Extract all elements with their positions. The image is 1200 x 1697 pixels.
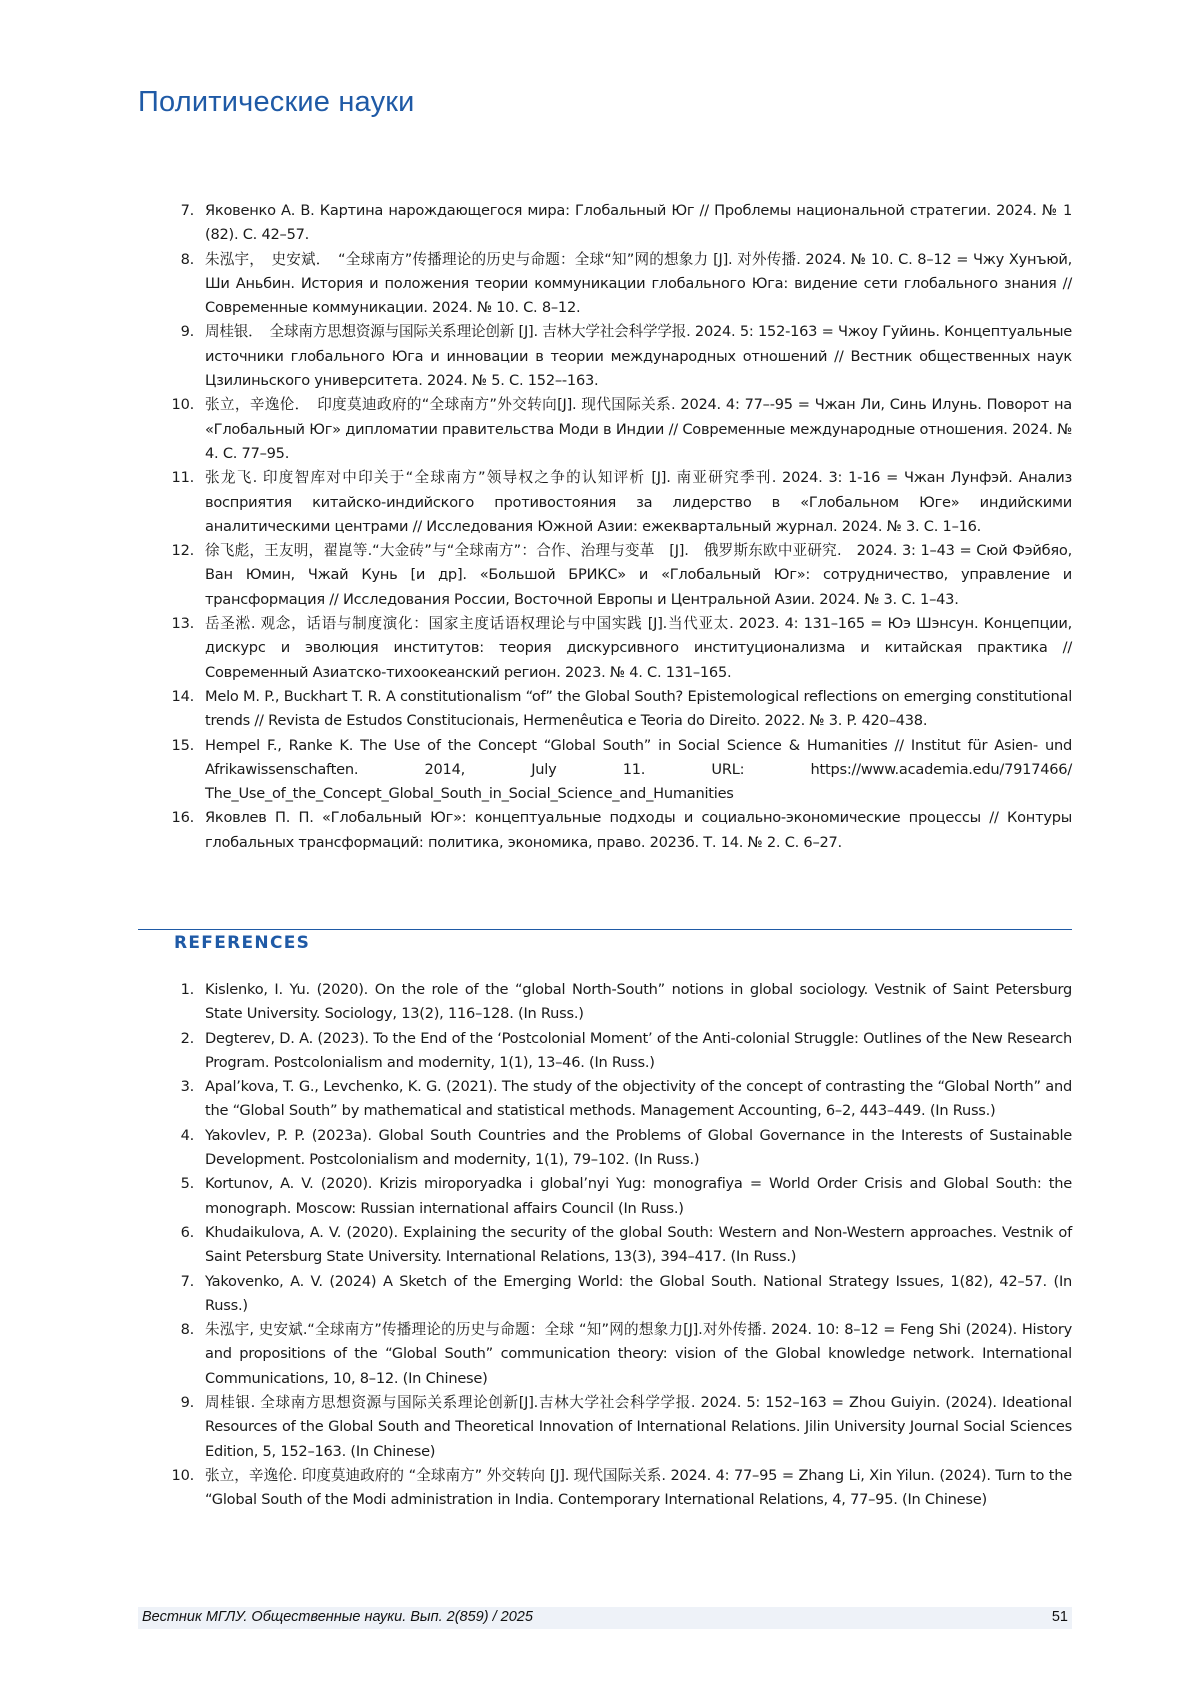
reference-item xyxy=(160,806,1072,855)
reference-number: 10. xyxy=(171,396,194,414)
reference-text: Hempel F., Ranke K. The Use of the Concept “Global South” in Social Science & Humanities // Institut für Asien- und Afrikawissenschaften. 2014, July 11. URL: https://www.academia.edu/7917466/ The_Use_of_the_Concept_Global_South_in_Social_Science_and_Humanities xyxy=(205,736,1072,803)
reference-text: 朱泓宇， 史安斌． “全球南方”传播理论的历史与命题：全球“知”网的想象力 [J]. 对外传播. 2024. № 10. С. 8–12 = Чжу Хунъюй, Ши Аньбин. История и положения теории коммуникации глобального Юга: видение сети глобального знания // Современные коммуникации. 2024. № 10. С. 8–12. xyxy=(205,250,1072,317)
reference-item xyxy=(160,1075,1072,1124)
reference-text: Melo M. P., Buckhart T. R. A constitutionalism “of” the Global South? Epistemological reflections on emerging constitutional trends // Revista de Estudos Constitucionais, Hermenêutica e Teoria do Direito. 2022. № 3. P. 420–438. xyxy=(205,687,1072,730)
footer-journal-title: Вестник МГЛУ. Общественные науки. Вып. 2(859) / 2025 xyxy=(142,1609,533,1625)
reference-item xyxy=(160,612,1072,685)
english-reference-list xyxy=(160,978,1072,1513)
reference-number: 8. xyxy=(180,250,194,268)
reference-text: Apal’kova, T. G., Levchenko, K. G. (2021). The study of the objectivity of the concept of contrasting the “Global North” and the “Global South” by mathematical and statistical methods. Management Accounting, 6–2, 443–449. (In Russ.) xyxy=(205,1078,1072,1120)
reference-item xyxy=(160,248,1072,321)
reference-item xyxy=(160,539,1072,612)
reference-number: 9. xyxy=(180,323,194,341)
reference-number: 5. xyxy=(180,1175,194,1193)
reference-item xyxy=(160,1318,1072,1391)
reference-number: 10. xyxy=(171,1466,194,1484)
reference-text: 张龙飞. 印度智库对中印关于“全球南方”领导权之争的认知评析 [J]. 南亚研究季刊. 2024. 3: 1-16 = Чжан Лунфэй. Анализ восприятия китайско-индийского противостояния за лидерство в «Глобальном Юге» индийскими аналитическими центрами // Исследования Южной Азии: ежеквартальный журнал. 2024. № 3. С. 1–16. xyxy=(205,469,1072,535)
reference-text: 岳圣淞. 观念，话语与制度演化：国家主度话语权理论与中国实践 [J].当代亚太. 2023. 4: 131–165 = Юэ Шэнсун. Концепции, дискурс и эволюция институтов: теория дискурсивного институционализма и китайская практика // Современный Азиатско-тихоокеанский регион. 2023. № 4. С. 131–165. xyxy=(205,615,1072,681)
reference-text: 徐飞彪，王友明，翟崑等.“大金砖”与“全球南方”：合作、治理与变革 [J]. 俄罗斯东欧中亚研究. 2024. 3: 1–43 = Сюй Фэйбяо, Ван Юмин, Чжай Кунь [и др]. «Большой БРИКС» и «Глобальный Юг»: сотрудничество, управление и трансформация // Исследования России, Восточной Европы и Центральной Азии. 2024. № 3. С. 1–43. xyxy=(205,542,1072,608)
reference-text: Яковенко А. В. Картина нарождающегося мира: Глобальный Юг // Проблемы национальной стратегии. 2024. № 1 (82). С. 42–57. xyxy=(205,202,1072,244)
reference-text: Kislenko, I. Yu. (2020). On the role of the “global North-South” notions in global sociology. Vestnik of Saint Petersburg State University. Sociology, 13(2), 116–128. (In Russ.) xyxy=(205,981,1072,1023)
page-footer xyxy=(138,1607,1072,1629)
reference-text: 张立，辛逸伦． 印度莫迪政府的“全球南方”外交转向[J]. 现代国际关系. 2024. 4: 77–-95 = Чжан Ли, Синь Илунь. Поворот на «Глобальный Юг» дипломатии правительства Моди в Индии // Современные международные отношения. 2024. № 4. С. 77–95. xyxy=(205,396,1072,462)
reference-item xyxy=(160,734,1072,807)
reference-number: 11. xyxy=(171,469,194,487)
reference-number: 12. xyxy=(171,542,194,560)
reference-number: 2. xyxy=(180,1029,194,1047)
reference-number: 7. xyxy=(180,202,194,219)
page-number: 51 xyxy=(1051,1609,1068,1625)
reference-item xyxy=(160,1172,1072,1221)
reference-text: Kortunov, A. V. (2020). Krizis miroporyadka i global’nyi Yug: monografiya = World Order Crisis and Global South: the monograph. Moscow: Russian international affairs Council (In Russ.) xyxy=(205,1175,1072,1217)
reference-item xyxy=(160,1464,1072,1513)
reference-item xyxy=(160,1391,1072,1464)
reference-item xyxy=(160,978,1072,1027)
reference-number: 3. xyxy=(180,1078,194,1096)
reference-text: Degterev, D. A. (2023). To the End of the ‘Postcolonial Moment’ of the Anti-colonial Struggle: Outlines of the New Research Program. Postcolonialism and modernity, 1(1), 13–46. (In Russ.) xyxy=(205,1029,1072,1071)
reference-item xyxy=(160,1270,1072,1319)
reference-item xyxy=(160,1124,1072,1173)
reference-number: 15. xyxy=(171,736,194,754)
reference-text: Yakovlev, P. P. (2023a). Global South Countries and the Problems of Global Governance in the Interests of Sustainable Development. Postcolonialism and modernity, 1(1), 79–102. (In Russ.) xyxy=(205,1126,1072,1169)
reference-text: Yakovenko, A. V. (2024) A Sketch of the Emerging World: the Global South. National Strategy Issues, 1(82), 42–57. (In Russ.) xyxy=(205,1272,1072,1314)
reference-number: 7. xyxy=(180,1272,194,1290)
reference-item xyxy=(160,199,1072,248)
section-title: Политические науки xyxy=(138,86,415,118)
references-heading: REFERENCES xyxy=(174,933,311,953)
reference-text: 朱泓宇, 史安斌.“全球南方”传播理论的历史与命题：全球 “知”网的想象力[J].对外传播. 2024. 10: 8–12 = Feng Shi (2024). History and propositions of the “Global South” communication theory: vision of the Global knowledge network. International Communications, 10, 8–12. (In Chinese) xyxy=(205,1321,1072,1387)
reference-number: 1. xyxy=(180,981,194,998)
reference-item xyxy=(160,320,1072,393)
russian-reference-list xyxy=(160,199,1072,855)
reference-item xyxy=(160,393,1072,466)
reference-text: 周桂银. 全球南方思想资源与国际关系理论创新[J].吉林大学社会科学学报. 2024. 5: 152–163 = Zhou Guiyin. (2024). Ideational Resources of the Global South and Theoretical Innovation of International Relations. Jilin University Journal Social Sciences Edition, 5, 152–163. (In Chinese) xyxy=(205,1394,1072,1460)
reference-number: 6. xyxy=(180,1223,194,1241)
reference-number: 16. xyxy=(171,809,194,827)
reference-item xyxy=(160,1027,1072,1076)
reference-text: Яковлев П. П. «Глобальный Юг»: концептуальные подходы и социально-экономические процессы // Контуры глобальных трансформаций: политика, экономика, право. 2023б. Т. 14. № 2. С. 6–27. xyxy=(205,809,1072,851)
reference-number: 9. xyxy=(180,1394,194,1412)
section-divider xyxy=(138,929,1072,930)
reference-number: 8. xyxy=(180,1321,194,1339)
reference-text: 张立，辛逸伦. 印度莫迪政府的 “全球南方” 外交转向 [J]. 现代国际关系. 2024. 4: 77–95 = Zhang Li, Xin Yilun. (2024). Turn to the “Global South of the Modi administration in India. Contemporary International Relations, 4, 77–95. (In Chinese) xyxy=(205,1466,1072,1509)
reference-text: Khudaikulova, A. V. (2020). Explaining the security of the global South: Western and Non-Western approaches. Vestnik of Saint Petersburg State University. International Relations, 13(3), 394–417. (In Russ.) xyxy=(205,1223,1072,1266)
reference-item xyxy=(160,466,1072,539)
reference-item xyxy=(160,685,1072,734)
reference-number: 13. xyxy=(171,615,194,633)
reference-item xyxy=(160,1221,1072,1270)
reference-number: 14. xyxy=(171,687,194,705)
reference-text: 周桂银． 全球南方思想资源与国际关系理论创新 [J]. 吉林大学社会科学学报. 2024. 5: 152-163 = Чжоу Гуйинь. Концептуальные источники глобального Юга и инновации в теории международных отношений // Вестник общественных наук Цзилиньского университета. 2024. № 5. С. 152–-163. xyxy=(205,323,1072,390)
reference-number: 4. xyxy=(180,1126,194,1144)
